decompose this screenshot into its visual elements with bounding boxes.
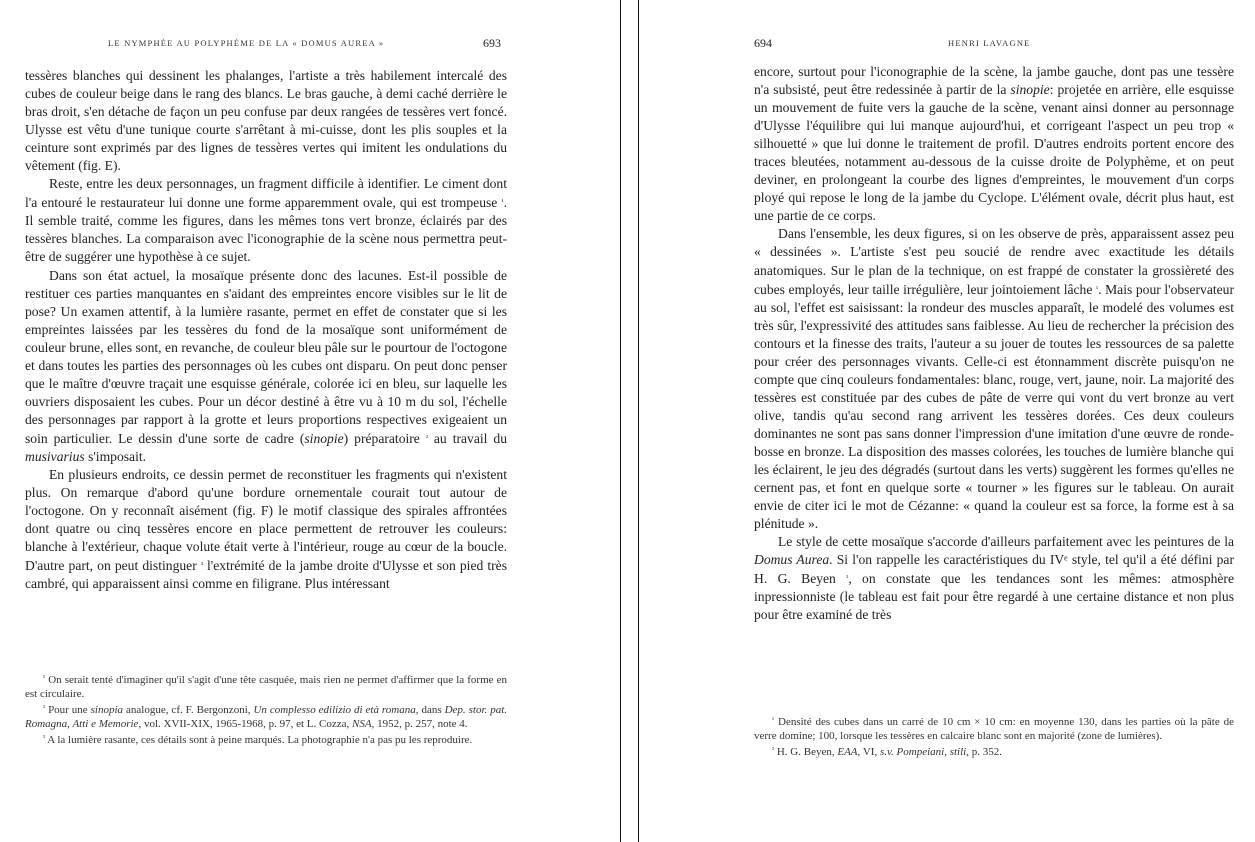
- italic-text: sinopia: [90, 704, 124, 716]
- footnote-marker: ²: [772, 746, 775, 754]
- text-run: A la lumière rasante, ces détails sont à peine marqués. La photographie n'a pas pu les reproduire.: [45, 734, 473, 746]
- paragraph: [754, 533, 1234, 624]
- paragraph: [754, 225, 1234, 533]
- footnote-marker: ²: [43, 704, 46, 712]
- italic-text: Un complesso edilizio di età romana: [253, 704, 416, 716]
- body-text: [754, 63, 1234, 624]
- text-run: . Si l'on rappelle les caractéristiques du IVᵉ style, tel qu'il a été défini par H. G. Beyen: [754, 552, 1234, 587]
- italic-text: sinopie: [304, 430, 344, 446]
- text-run: au travail du: [427, 430, 507, 446]
- footnote: [754, 743, 1234, 759]
- text-run: tessères blanches qui dessinent les phalanges, l'artiste a très habilement intercalé des cubes de couleur beige dans le rang des blancs. Le bras gauche, à demi caché derrière le bras droit, s'en détache de façon un peu confuse par deux rangées de tessères vert foncé. Ulysse est vêtu d'une tunique courte s'arrêtant à mi-cuisse, dont les plis souples et la ceinture sont exprimés par des lignes de tessères vertes qui imitent les ondulations du vêtement (fig. E).: [25, 68, 507, 174]
- text-run: , dans: [415, 704, 445, 716]
- italic-text: sinopie: [1010, 82, 1050, 98]
- text-run: Dans son état actuel, la mosaïque présente donc des lacunes. Est-il possible de restituer ces parties manquantes en s'aidant des empreintes encore visibles sur le lit de pose? Un examen attentif, à la lumière rasante, permet en effet de constater que si les empreintes laissées par les tessères du fond de la mosaïque sont uniformément de couleur brune, elles sont, en revanche, de couleur bleu pâle sur le pourtour de l'octogone et dans toutes les parties des personnages où les cubes ont disparu. On peut donc penser que le maître d'œuvre traçait une esquisse générale, colorée ici en bleu, sur laquelle les ouvriers disposaient les cubes. Pour un décor destiné à être vu à 10 m du sol, l'échelle des personnages par rapport à la grotte et leurs proportions respectives exigeaient un soin particulier. Le dessin d'une sorte de cadre (: [25, 267, 507, 446]
- footnotes: [754, 713, 1234, 759]
- footnote-ref[interactable]: ²: [425, 433, 428, 442]
- footnote-ref[interactable]: ²: [846, 574, 849, 583]
- footnote: [25, 731, 507, 747]
- footnote: [754, 713, 1234, 743]
- footnote-ref[interactable]: ³: [200, 561, 203, 570]
- text-run: Densité des cubes dans un carré de 10 cm × 10 cm: en moyenne 130, dans les parties où la pâte de verre domine; 100, lorsque les tessères en calcaire blanc sont en majorité (zone de lumières).: [754, 716, 1234, 742]
- text-run: l'extrémité de la jambe droite d'Ulysse et son pied très cambré, qui apparaissent ainsi comme en filigrane. Plus intéressant: [25, 558, 508, 592]
- text-run: Dans l'ensemble, les deux figures, si on les observe de près, apparaissent assez peu « dessinées ». L'artiste s'est peu soucié de rendre avec exactitude les détails anatomiques. Sur le plan de la technique, on est frappé de constater la grossièreté des cubes employés, leur taille irrégulière, leur jointoiement lâche: [754, 226, 1234, 297]
- text-run: H. G. Beyen,: [774, 746, 838, 758]
- right-page: [640, 0, 1255, 842]
- text-run: analogue, cf. F. Bergonzoni,: [123, 704, 254, 716]
- paragraph: [25, 466, 507, 593]
- text-run: Reste, entre les deux personnages, un fragment difficile à identifier. Le ciment dont l'a entouré le restaurateur lui donne une forme apparemment ovale, qui est trompeuse: [25, 176, 507, 211]
- text-run: s'imposait.: [84, 448, 147, 464]
- text-run: Pour une: [45, 704, 91, 716]
- footnote-marker: ¹: [772, 716, 775, 724]
- footnote: [25, 671, 507, 701]
- text-run: On serait tenté d'imaginer qu'il s'agit d'une tête casquée, mais rien ne permet d'affirmer que la forme en est circulaire.: [25, 674, 507, 700]
- italic-text: Dep. stor. pat. Romagna, Atti e Memorie: [25, 704, 508, 730]
- paragraph: [25, 267, 507, 467]
- footnote-marker: ¹: [43, 674, 46, 682]
- italic-text: musivarius: [25, 448, 85, 464]
- text-run: Le style de cette mosaïque s'accorde d'ailleurs parfaitement avec les peintures de la: [778, 534, 1234, 550]
- text-run: En plusieurs endroits, ce dessin permet de reconstituer les fragments qui n'existent plus. On remarque d'abord qu'une bordure ornementale courait tout autour de l'octogone. On y reconnaît aisément (fig. F) le motif classique des spirales affrontées dont quatre ou cinq tessères encore en place permettent de retrouver les couleurs: blanche à l'extérieur, chaque volute était verte à l'intérieur, rouge au cœur de la boucle. D'autre part, on peut distinguer: [25, 467, 507, 574]
- body-text: [25, 67, 507, 593]
- text-run: . Mais pour l'observateur au sol, l'effet est saisissant: la rondeur des muscles apparaît, le modelé des volumes est très sûr, l'expressivité des attitudes sans faiblesse. Au lieu de rechercher la précision des contours et la finesse des traits, l'auteur a su jouer de toutes les ressources de sa palette pour créer des personnages vivants. Celle-ci est étonnamment discrète puisqu'on ne compte que cinq couleurs fondamentales: blanc, rouge, vert, jaune, noir. La majorité des tessères est constituée par des cubes de pâte de verre qui vont du vert bronze au vert olive, tandis qu'au second rang arrivent les tessères dorées. Ces deux couleurs dominantes ne sont pas sans donner l'impression d'une imitation d'une œuvre de ronde-bosse en bronze. La disposition des masses colorées, les touches de lumière blanche qui les éclairent, le jeu des dégradés (surtout dans les verts) suggèrent les formes qu'elles ne cernent pas, et font en quelque sorte « tourner » les figures sur le tableau. On aurait envie de citer ici le mot de Cézanne: « quand la couleur est sa force, la forme est à sa plénitude ».: [754, 281, 1234, 532]
- page-number: 693: [483, 36, 501, 50]
- text-run: , VI,: [857, 746, 880, 758]
- paragraph: [25, 67, 507, 175]
- text-run: encore, surtout pour l'iconographie de la scène, la jambe gauche, dont pas une tessère n'a subsisté, peut être redessinée à partir de la: [754, 64, 1234, 98]
- footnote: [25, 701, 507, 731]
- footnote-ref[interactable]: ¹: [501, 198, 504, 207]
- gutter-line-right: [638, 0, 639, 842]
- text-run: , on constate que les tendances sont les mêmes: atmosphère inpressionniste (le tableau est fait pour être regardé à une certaine distance et non plus pour être examiné de très: [754, 571, 1234, 623]
- italic-text: Domus Aurea: [754, 552, 830, 568]
- text-run: , vol. XVII-XIX, 1965-1968, p. 97, et L. Cozza,: [138, 718, 352, 730]
- text-run: , 1952, p. 257, note 4.: [371, 718, 468, 730]
- gutter-line-left: [620, 0, 621, 842]
- italic-text: EAA: [837, 746, 858, 758]
- italic-text: s.v. Pompeiani, stili: [879, 746, 967, 758]
- page-number: 694: [754, 36, 772, 50]
- italic-text: NSA: [352, 718, 372, 730]
- footnote-ref[interactable]: ¹: [1095, 284, 1099, 293]
- left-page: [0, 0, 620, 842]
- footnotes: [25, 671, 507, 747]
- text-run: : projetée en arrière, elle esquisse un mouvement de fuite vers la gauche de la scène, venant ainsi donner au personnage d'Ulysse l'équilibre qui lui manque aujourd'hui, et corrigeant l'aspect un peu trop « silhouetté » que lui donne le traitement de profil. D'autres endroits portent encore des traces bleutées, notamment au-dessous de la cuisse droite de Polyphème, et on peut deviner, en prolongeant la courbe des lignes d'empreintes, le mouvement d'un corps ployé qui repose le long de la jambe du Cyclope. L'élément ovale, décrit plus haut, est une partie de ce corps.: [754, 82, 1234, 224]
- paragraph: [754, 63, 1234, 225]
- text-run: . Il semble traité, comme les figures, dans les mêmes tons vert bronze, éclairés par des tessères blanches. La comparaison avec l'iconographie de la scène nous permettra peut-être de suggérer une hypothèse à ce sujet.: [25, 195, 507, 265]
- text-run: ) préparatoire: [343, 430, 426, 446]
- footnote-marker: ³: [43, 734, 46, 742]
- text-run: , p. 352.: [966, 746, 1002, 758]
- paragraph: [25, 175, 507, 266]
- running-head: HENRI LAVAGNE: [948, 38, 1031, 48]
- running-head: LE NYMPHÉE AU POLYPHÈME DE LA « DOMUS AUREA »: [108, 38, 385, 48]
